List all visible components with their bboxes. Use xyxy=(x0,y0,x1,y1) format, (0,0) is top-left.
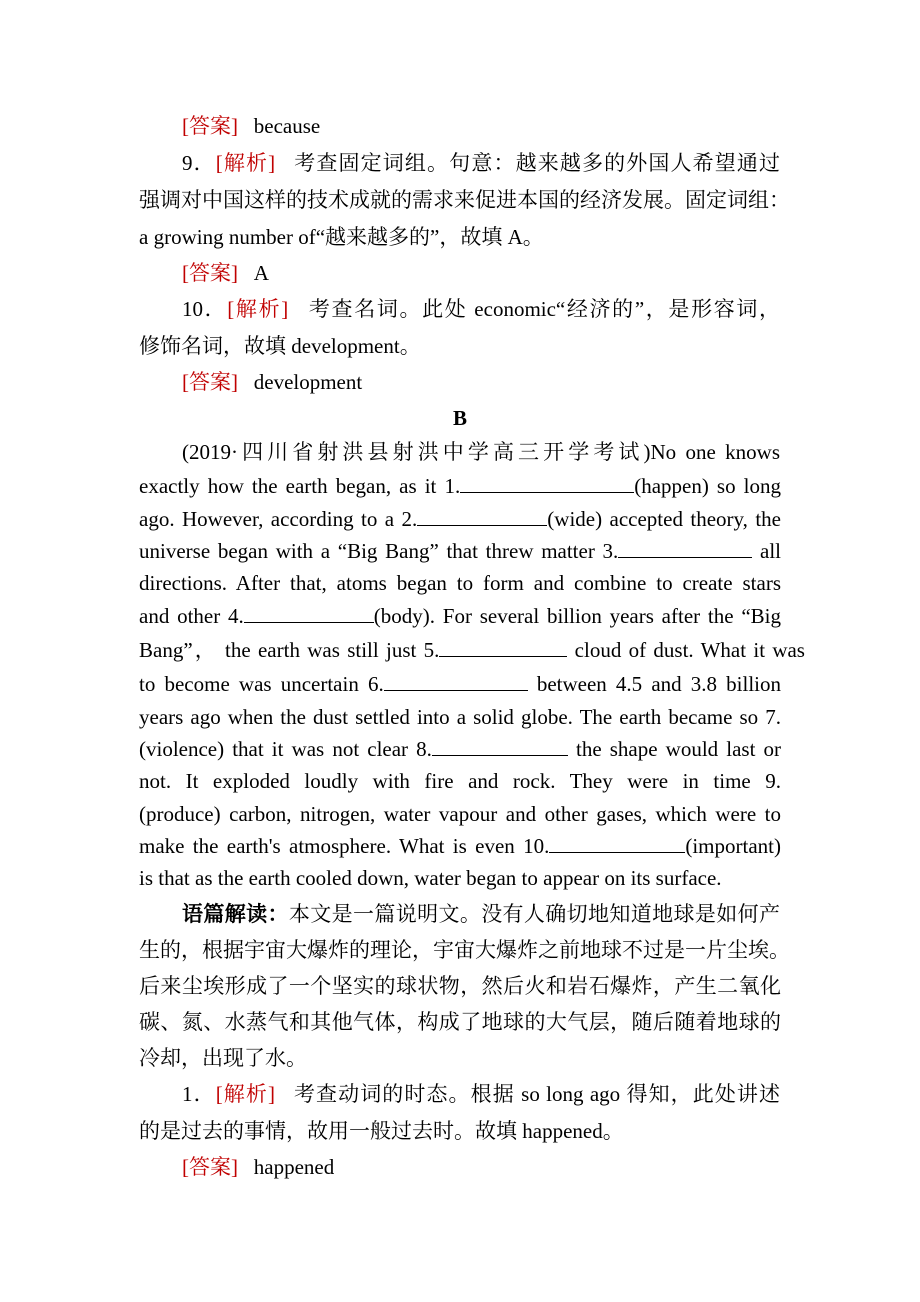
passage-line-1: (2019·四川省射洪县射洪中学高三开学考试)No one knows xyxy=(182,440,780,464)
interpretation-line-4: 碳、氮、水蒸气和其他气体，构成了地球的大气层，随后随着地球的 xyxy=(139,1010,781,1034)
answer-10: [答案] development xyxy=(182,370,363,394)
answer-tag: [答案] xyxy=(182,114,238,138)
blank-3[interactable] xyxy=(618,539,752,558)
passage-line-10: (violence) that it was not clear 8. the shape would last or xyxy=(139,737,781,761)
analysis-1-line1: 1．[解析] 考查动词的时态。根据 so long ago 得知，此处讲述 xyxy=(182,1082,781,1106)
blank-2[interactable] xyxy=(417,507,547,526)
answer-9: [答案] A xyxy=(182,261,269,285)
interpretation-line-1: 语篇解读：本文是一篇说明文。没有人确切地知道地球是如何产 xyxy=(182,902,781,926)
blank-1[interactable] xyxy=(460,474,634,493)
analysis-1-line2: 的是过去的事情，故用一般过去时。故填 happened。 xyxy=(139,1119,624,1143)
passage-line-3: ago. However, according to a 2. (wide) accepted theory, the xyxy=(139,507,781,531)
interpretation-line-5: 冷却，出现了水。 xyxy=(139,1046,307,1070)
analysis-10-line1: 10．[解析] 考查名词。此处 economic“经济的”，是形容词， xyxy=(182,297,781,321)
blank-8[interactable] xyxy=(432,737,568,756)
analysis-9-line3: a growing number of“越来越多的”，故填 A。 xyxy=(139,225,544,249)
blank-4[interactable] xyxy=(244,604,374,623)
answer-1: [答案] happened xyxy=(182,1155,335,1179)
blank-10[interactable] xyxy=(549,834,685,853)
passage-line-7: Bang”， the earth was still just 5. cloud of dust. What it was xyxy=(139,638,805,662)
passage-line-8: to become was uncertain 6. between 4.5 and 3.8 billion xyxy=(139,672,781,696)
passage-line-11: not. It exploded loudly with fire and rock. They were in time 9. xyxy=(139,769,781,793)
passage-line-13: make the earth's atmosphere. What is even 10. (important) xyxy=(139,834,781,858)
passage-line-9: years ago when the dust settled into a solid globe. The earth became so 7. xyxy=(139,705,781,729)
passage-line-14: is that as the earth cooled down, water began to appear on its surface. xyxy=(139,866,722,890)
interpretation-label: 语篇解读： xyxy=(182,902,289,926)
section-heading: B xyxy=(452,406,467,430)
passage-line-5: directions. After that, atoms began to form and combine to create stars xyxy=(139,571,781,595)
interpretation-line-3: 后来尘埃形成了一个坚实的球状物，然后火和岩石爆炸，产生二氧化 xyxy=(139,974,781,998)
blank-6[interactable] xyxy=(384,672,528,691)
interpretation-line-2: 生的，根据宇宙大爆炸的理论，宇宙大爆炸之前地球不过是一片尘埃。 xyxy=(139,938,790,962)
passage-line-2: exactly how the earth began, as it 1. (happen) so long xyxy=(139,474,781,498)
analysis-9-line2: 强调对中国这样的技术成就的需求来促进本国的经济发展。固定词组： xyxy=(139,188,790,212)
passage-line-6: and other 4. (body). For several billion years after the “Big xyxy=(139,604,781,628)
answer-8: [答案] because xyxy=(182,114,321,138)
passage-line-4: universe began with a “Big Bang” that threw matter 3. all xyxy=(139,539,781,563)
passage-line-12: (produce) carbon, nitrogen, water vapour and other gases, which were to xyxy=(139,802,781,826)
analysis-9-line1: 9．[解析] 考查固定词组。句意：越来越多的外国人希望通过 xyxy=(182,151,780,175)
analysis-10-line2: 修饰名词，故填 development。 xyxy=(139,334,421,358)
blank-5[interactable] xyxy=(439,638,567,657)
